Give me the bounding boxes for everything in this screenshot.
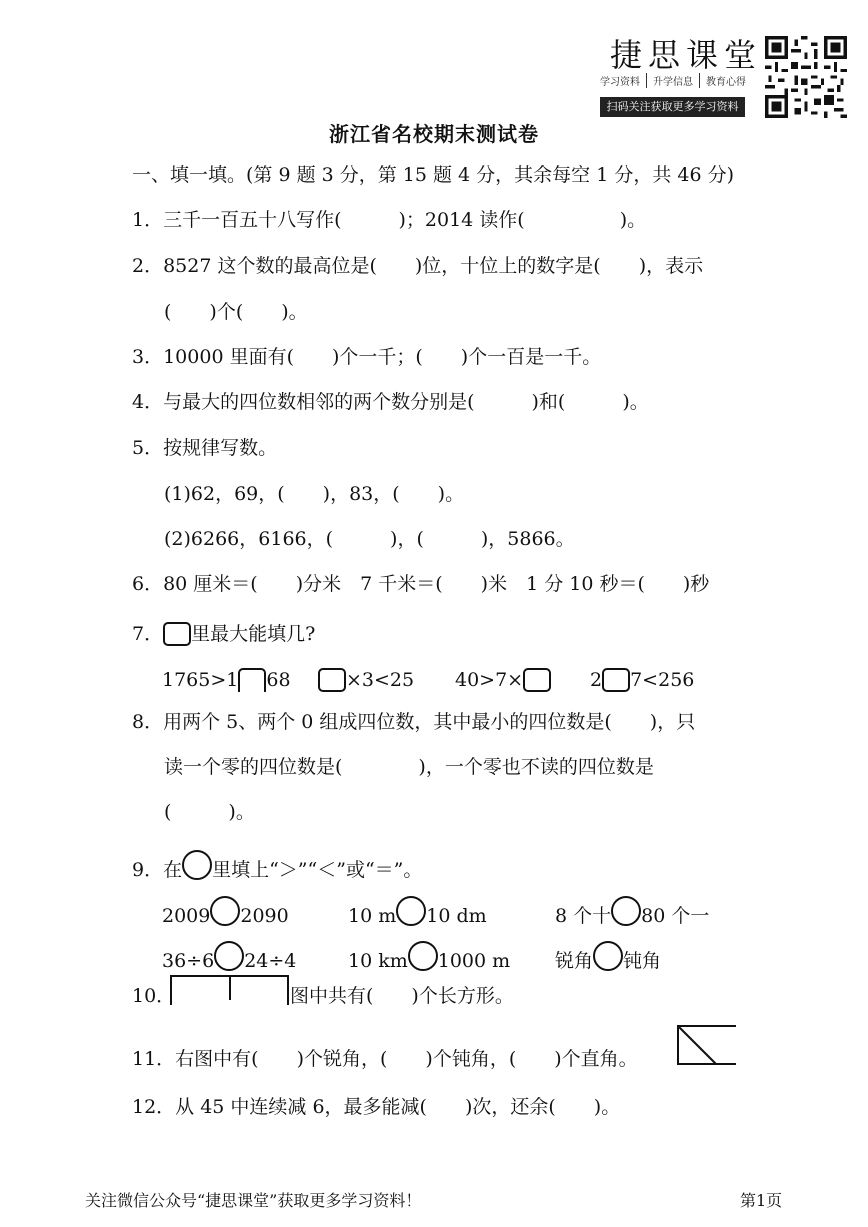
brand-bar: 扫码关注获取更多学习资料 — [600, 97, 745, 117]
brand-tag: 学习资料 — [600, 77, 640, 88]
expr-left: 40>7× — [455, 669, 524, 691]
question-10-text: 图中共有( )个长方形。 — [290, 985, 514, 1007]
q9-compare-1 — [162, 896, 289, 928]
q7-expr-3 — [455, 668, 551, 692]
answer-box[interactable] — [602, 668, 630, 692]
angle-figure-icon — [676, 1024, 738, 1066]
question-5-1: (1)62，69，( )，83，( )。 — [164, 483, 465, 505]
expr-left: 2 — [590, 669, 603, 691]
brand-tags — [600, 73, 752, 88]
compare-right: 钝角 — [623, 950, 662, 972]
compare-right: 2090 — [240, 905, 289, 927]
compare-left: 36÷6 — [162, 950, 215, 972]
compare-right: 80 个一 — [641, 905, 710, 927]
question-8-line-2: 读一个零的四位数是( )，一个零也不读的四位数是 — [164, 756, 654, 778]
expr-right: 68 — [266, 669, 291, 691]
compare-left: 8 个十 — [555, 905, 612, 927]
answer-circle[interactable] — [593, 941, 623, 971]
answer-box[interactable] — [318, 668, 346, 692]
question-6: 6．80 厘米＝( )分米 7 千米＝( )米 1 分 10 秒＝( )秒 — [132, 573, 710, 595]
compare-right: 24÷4 — [244, 950, 297, 972]
question-7 — [132, 622, 315, 646]
answer-circle[interactable] — [396, 896, 426, 926]
question-10-number: 10． — [132, 985, 176, 1007]
blank-circle-icon — [182, 850, 212, 880]
compare-right: 10 dm — [426, 905, 487, 927]
q7-expr-4 — [590, 668, 694, 692]
q9-compare-3 — [555, 896, 709, 928]
q9-compare-2 — [348, 896, 487, 928]
answer-circle[interactable] — [611, 896, 641, 926]
rectangles-figure-icon — [170, 972, 290, 1006]
question-11: 11．右图中有( )个锐角，( )个钝角，( )个直角。 — [132, 1048, 638, 1070]
expr-right: ×3<25 — [346, 669, 415, 691]
q9-compare-6 — [555, 941, 661, 973]
compare-left: 10 km — [348, 950, 408, 972]
answer-circle[interactable] — [210, 896, 240, 926]
question-2-line-2: ( )个( )。 — [164, 301, 308, 323]
q7-expr-1 — [162, 668, 291, 692]
question-5-2: (2)6266，6166，( )，( )，5866。 — [164, 528, 575, 550]
answer-box[interactable] — [238, 668, 266, 692]
compare-left: 锐角 — [555, 950, 594, 972]
section-heading: 一、填一填。(第 9 题 3 分，第 15 题 4 分，其余每空 1 分，共 46 分) — [132, 164, 735, 186]
qr-code-icon[interactable] — [765, 36, 847, 118]
brand-name: 捷思课堂 — [610, 36, 763, 74]
footer-note: 关注微信公众号“捷思课堂”获取更多学习资料！ — [85, 1191, 422, 1210]
question-12: 12．从 45 中连续减 6，最多能减( )次，还余( )。 — [132, 1096, 621, 1118]
blank-box-icon — [163, 622, 191, 646]
q9-compare-4 — [162, 941, 296, 973]
answer-circle[interactable] — [214, 941, 244, 971]
expr-left: 1765>1 — [162, 669, 239, 691]
question-9 — [132, 850, 422, 882]
question-text: 里填上“＞”“＜”或“＝”。 — [212, 859, 423, 881]
question-8-line-1: 8．用两个 5、两个 0 组成四位数，其中最小的四位数是( )，只 — [132, 711, 696, 733]
q9-compare-5 — [348, 941, 510, 973]
brand-tag: 升学信息 — [646, 73, 699, 88]
compare-left: 10 m — [348, 905, 397, 927]
question-8-line-3: ( )。 — [164, 801, 255, 823]
question-3: 3．10000 里面有( )个一千；( )个一百是一千。 — [132, 346, 602, 368]
question-number: 7． — [132, 623, 164, 645]
question-text: 里最大能填几? — [191, 623, 316, 645]
brand-tag: 教育心得 — [699, 73, 752, 88]
answer-circle[interactable] — [408, 941, 438, 971]
expr-right: 7<256 — [630, 669, 695, 691]
page-title: 浙江省名校期末测试卷 — [329, 122, 539, 146]
page-number: 第1页 — [740, 1191, 783, 1210]
compare-right: 1000 m — [437, 950, 511, 972]
question-2-line-1: 2．8527 这个数的最高位是( )位，十位上的数字是( )，表示 — [132, 255, 704, 277]
compare-left: 2009 — [162, 905, 211, 927]
question-5: 5．按规律写数。 — [132, 437, 278, 459]
question-number: 9．在 — [132, 859, 183, 881]
answer-box[interactable] — [523, 668, 551, 692]
q7-expr-2 — [318, 668, 414, 692]
question-4: 4．与最大的四位数相邻的两个数分别是( )和( )。 — [132, 391, 649, 413]
question-1: 1．三千一百五十八写作( )；2014 读作( )。 — [132, 209, 647, 231]
